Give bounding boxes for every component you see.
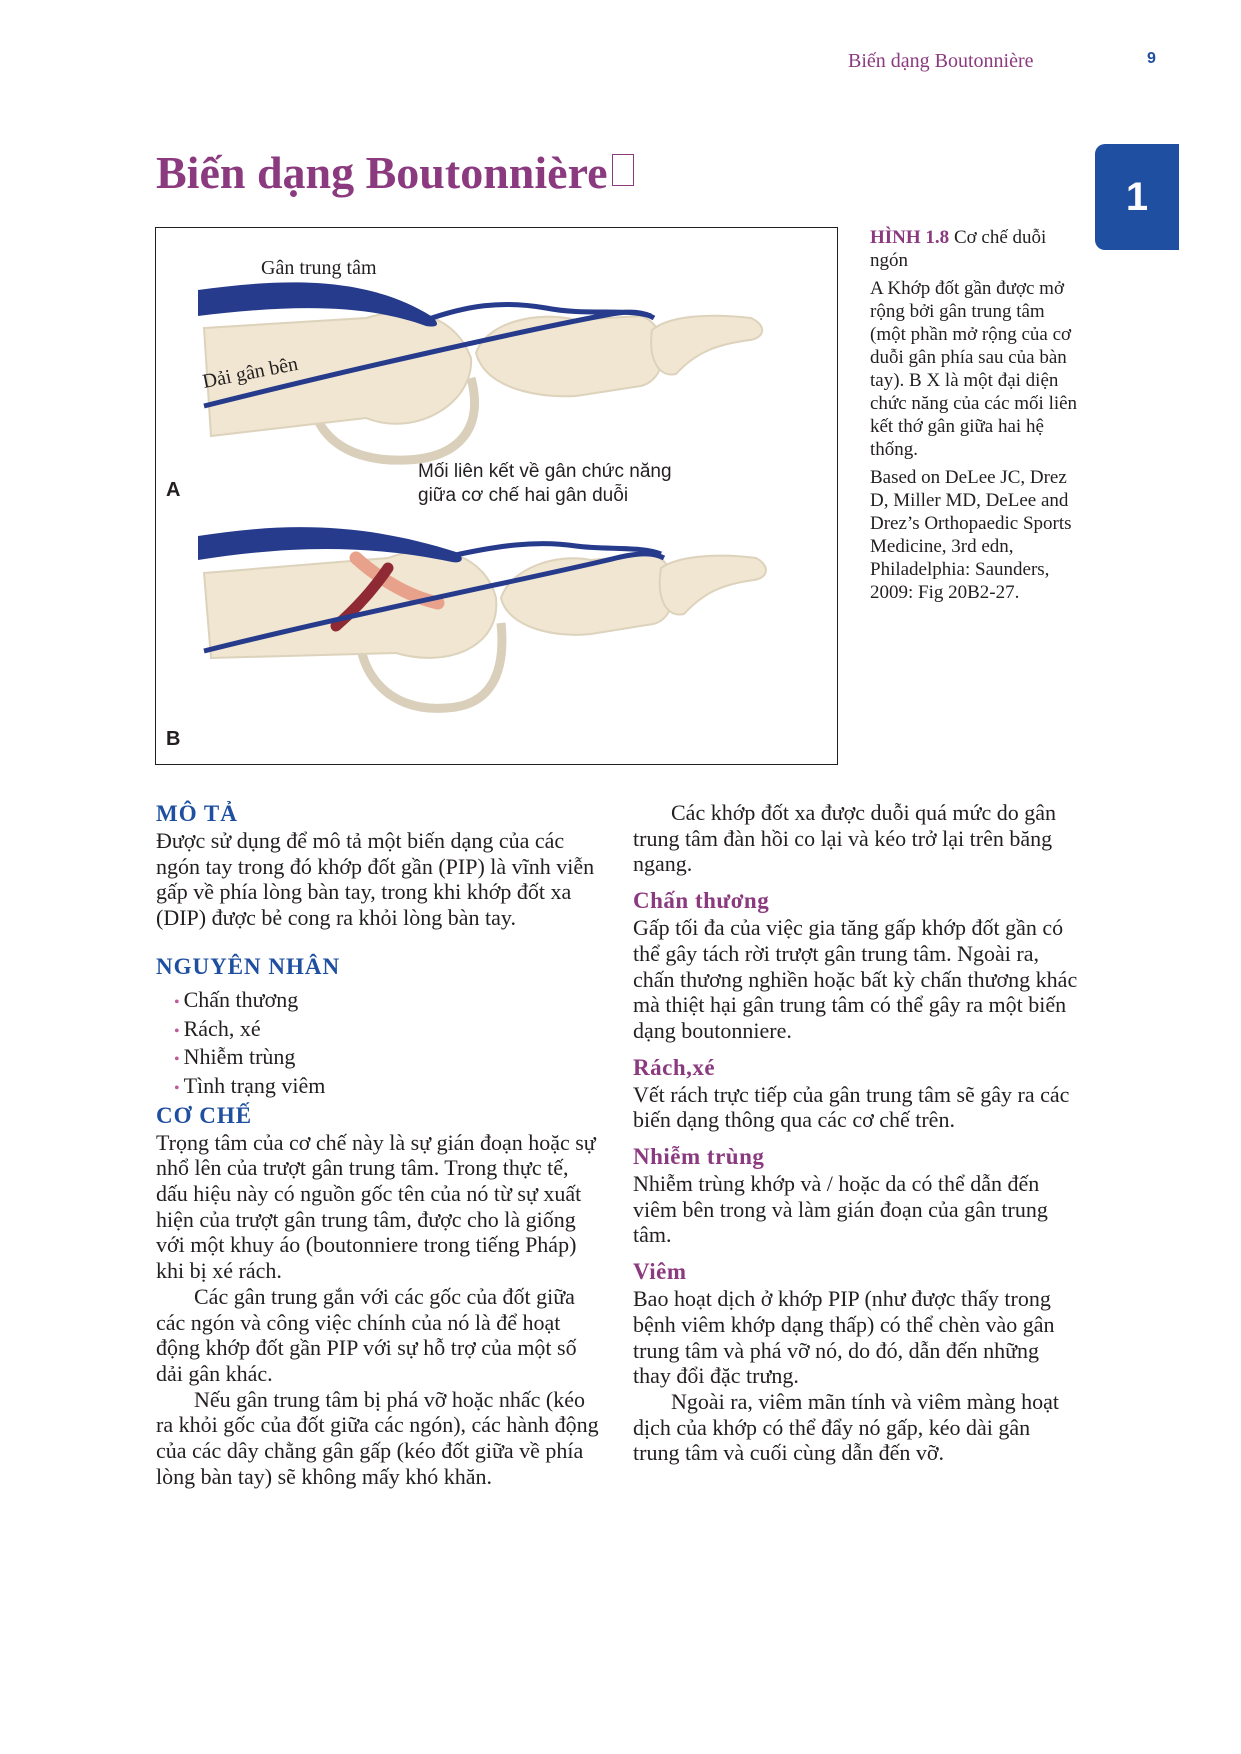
label-link-line2: giữa cơ chế hai gân duỗi (418, 485, 629, 506)
mechanism-paragraph-3: Nếu gân trung tâm bị phá vỡ hoặc nhấc (kéo ra khỏi gốc của đốt giữa các ngón), các hành động của các dây chằng gân gấp (kéo đốt giữa về phía lòng bàn tay) sẽ không mấy khó khăn. (156, 1386, 599, 1489)
list-item (174, 1044, 601, 1073)
heading-inflammation: Viêm (633, 1259, 687, 1285)
page-title (156, 146, 634, 199)
label-lateral-band: Dải gân bên (200, 352, 300, 393)
bullet-icon: • (174, 993, 180, 1011)
panel-a-label: A (166, 479, 181, 501)
heading-infection: Nhiễm trùng (633, 1144, 765, 1170)
bullet-icon: • (174, 1079, 180, 1097)
running-head-title: Biến dạng Boutonnière (848, 50, 1034, 72)
label-link-line1: Mối liên kết về gân chức năng (418, 461, 672, 482)
mechanism-paragraph-2: Các gân trung gắn với các gốc của đốt giữa các ngón và công việc chính của nó là để hoạt động khớp đốt gần PIP với sự hỗ trợ của một số dải gân khác. (156, 1283, 577, 1386)
infection-text: Nhiễm trùng khớp và / hoặc da có thể dẫn đến viêm bên trong và làm gián đoạn của gân trung tâm. (633, 1171, 1048, 1248)
heading-laceration: Rách,xé (633, 1054, 716, 1080)
laceration-text: Vết rách trực tiếp của gân trung tâm sẽ gây ra các biến dạng thông qua các cơ chế trên. (633, 1081, 1070, 1133)
finger-extensor-diagram (156, 228, 839, 766)
left-column (156, 800, 601, 1489)
cause-text: Tình trạng viêm (183, 1072, 326, 1098)
heading-mechanism: CƠ CHẾ (156, 1102, 253, 1128)
distal-phalanx-a (651, 316, 762, 375)
chapter-tab (1095, 144, 1179, 250)
caption-heading (870, 226, 1080, 272)
cause-text: Chấn thương (183, 986, 299, 1012)
middle-phalanx-a (476, 316, 664, 396)
heading-description: MÔ TẢ (156, 801, 238, 826)
description-text: Được sử dụng để mô tả một biến dạng của các ngón tay trong đó khớp đốt gần (PIP) là vĩnh viễn gấp về phía lòng bàn tay, trong khi khớp đốt xa (DIP) được bẻ cong ra khỏi lòng bàn tay. (156, 828, 595, 931)
bullet-icon: • (174, 1022, 180, 1040)
distal-phalanx-b (660, 556, 766, 615)
panel-b-label: B (166, 728, 181, 750)
figure-title: Cơ chế duỗi ngón (870, 227, 1047, 271)
chapter-number: 1 (1125, 174, 1149, 219)
cause-text: Nhiễm trùng (183, 1044, 296, 1070)
label-central-slip: Gân trung tâm (261, 257, 377, 279)
panel-b-illustration (166, 461, 766, 750)
trauma-text: Gấp tối đa của việc gia tăng gấp khớp đốt gần có thể gây tách rời trượt gân trung tâm. Ngoài ra, chấn thương nghiền hoặc bất kỳ chấn thương khác mà thiệt hại gân trung tâm có thể gây ra một biến dạng boutonniere. (633, 915, 1078, 1043)
figure-caption (870, 226, 1080, 609)
heading-trauma: Chấn thương (633, 888, 770, 914)
heading-causes: NGUYÊN NHÂN (156, 953, 341, 979)
title-box-glyph (612, 154, 634, 186)
list-item (174, 987, 601, 1016)
page-number: 9 (1147, 50, 1156, 67)
right-column (633, 800, 1078, 1466)
cause-text: Rách, xé (183, 1015, 261, 1041)
list-item (174, 1073, 601, 1102)
page-title-text: Biến dạng Boutonnière (156, 147, 608, 198)
caption-source: Based on DeLee JC, Drez D, Miller MD, DeLee and Drez’s Orthopaedic Sports Medicine, 3rd edn, Philadelphia: Saunders, 2009: Fig 20B2-27. (870, 467, 1072, 603)
bullet-icon: • (174, 1051, 180, 1069)
figure-1-8 (155, 227, 838, 765)
inflammation-paragraph-1: Bao hoạt dịch ở khớp PIP (như được thấy trong bệnh viêm khớp dạng thấp) có thể chèn vào gân trung tâm và phá vỡ nó, do đó, dẫn đến những thay đổi đặc trưng. (633, 1286, 1055, 1389)
caption-body: A Khớp đốt gần được mở rộng bởi gân trung tâm (một phần mở rộng của cơ duỗi gân phía sau của bàn tay). B X là một đại diện chức năng của các mối liên kết thớ gân giữa hai hệ thống. (870, 278, 1078, 460)
figure-number: HÌNH 1.8 (870, 227, 950, 248)
causes-list (174, 987, 601, 1102)
list-item (174, 1016, 601, 1045)
inflammation-paragraph-2: Ngoài ra, viêm mãn tính và viêm màng hoạt dịch của khớp có thể đẩy nó gấp, kéo dài gân trung tâm và cuối cùng dẫn đến vỡ. (633, 1388, 1059, 1466)
intro-paragraph: Các khớp đốt xa được duỗi quá mức do gân trung tâm đàn hồi co lại và kéo trở lại trên băng ngang. (633, 800, 1056, 877)
mechanism-paragraph-1: Trọng tâm của cơ chế này là sự gián đoạn hoặc sự nhổ lên của trượt gân trung tâm. Trong thực tế, dấu hiệu này có nguồn gốc tên của nó từ sự xuất hiện của trượt gân trung tâm, được cho là giống với một khuy áo (boutonniere trong tiếng Pháp) khi bị xé rách. (156, 1129, 596, 1284)
